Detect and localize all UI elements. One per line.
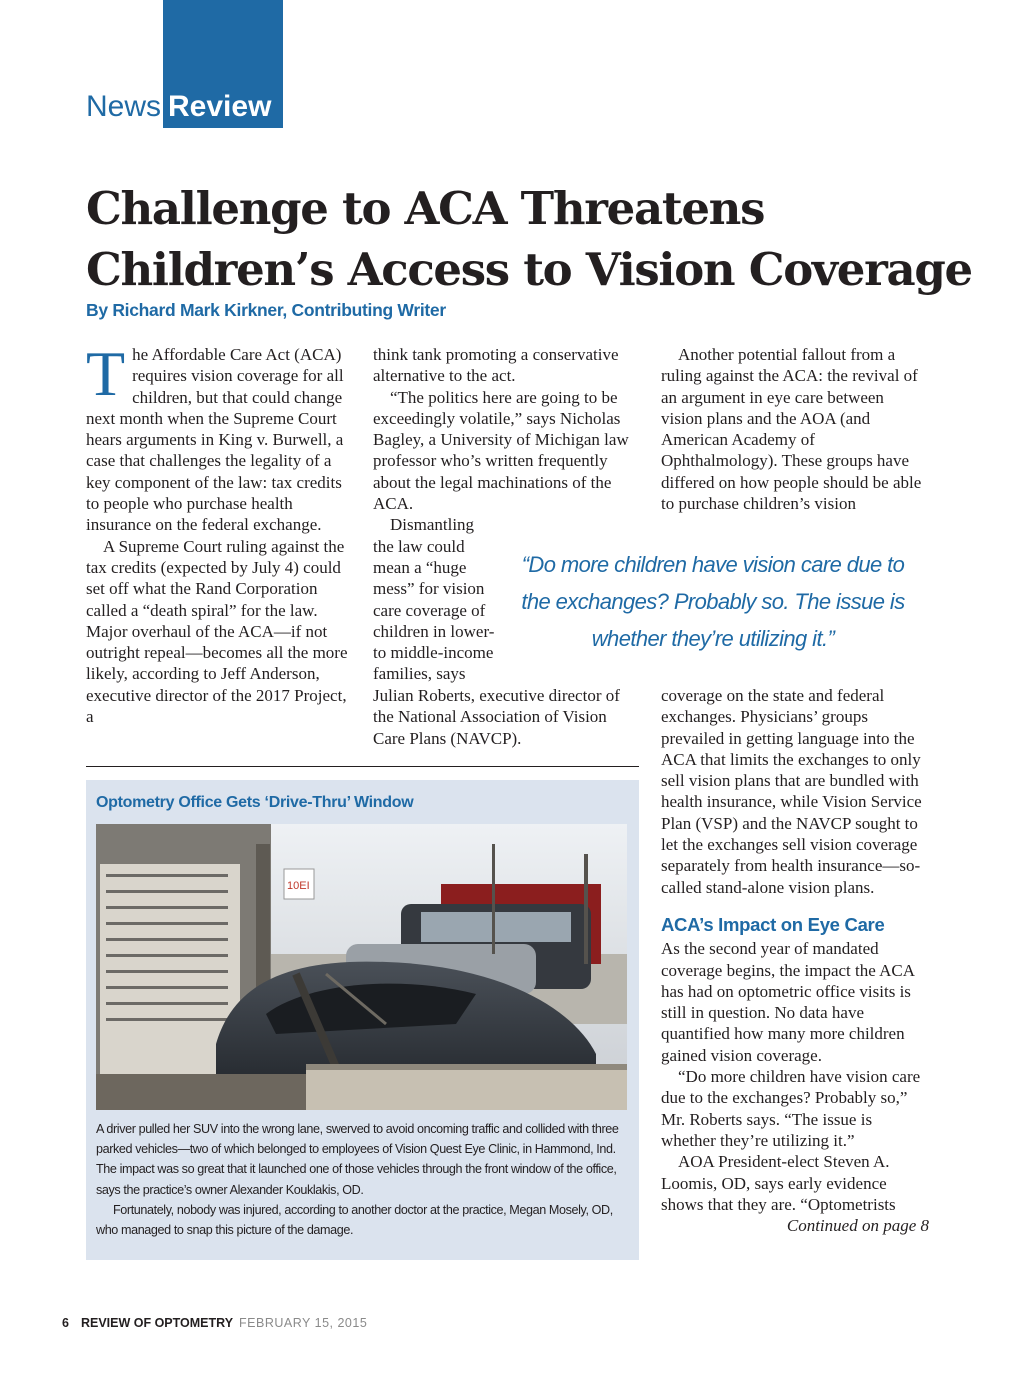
paragraph: he Affordable Care Act (ACA) requires vision coverage for all children, but that could change next month when the Supreme Court hears arguments in King v. Burwell, a case that challenges the legality of a key component of the law: tax credits to people who purchase health insurance on the federal exchange. [86, 345, 344, 535]
paragraph: Another potential fallout from a ruling against the ACA: the revival of an argument in eye care between vision plans and the AOA (and American Academy of Ophthalmology). These groups have differed on how people should be able to purchase children’s vision [661, 345, 922, 514]
paragraph: “Do more children have vision care due to the exchanges? Probably so,” Mr. Roberts says. “The issue is whether they’re utilizing it.” [661, 1067, 921, 1150]
caption-paragraph: Fortunately, nobody was injured, according to another doctor at the practice, Megan Mosely, OD, who managed to snap this picture of the damage. [96, 1202, 613, 1238]
byline: By Richard Mark Kirkner, Contributing Writer [86, 300, 446, 320]
divider [86, 766, 639, 767]
publication-name: REVIEW OF OPTOMETRY [80, 1316, 234, 1330]
wrapped-line: mean a “huge [373, 557, 467, 577]
wrapped-line: to middle-income [373, 643, 494, 663]
wrapped-line: mess” for vision [373, 579, 485, 599]
paragraph: As the second year of mandated coverage begins, the impact the ACA has had on optometric office visits is still in question. No data have quantified how many more children gained vision coverage. [661, 939, 915, 1065]
paragraph: “The politics here are going to be exceedingly volatile,” says Nicholas Bagley, a University of Michigan law professor who’s written frequently about the legal machinations of the ACA. [373, 387, 629, 514]
photo-caption [96, 1119, 627, 1240]
headline [86, 178, 972, 300]
section-news: News [86, 90, 162, 123]
headline-line-2: Children’s Access to Vision Coverage [86, 243, 972, 296]
continued-on: Continued on page 8 [786, 1216, 929, 1236]
issue-date: FEBRUARY 15, 2015 [239, 1316, 368, 1330]
pull-quote-line: whether they’re utilizing it.” [591, 626, 835, 651]
article-column-3-top [661, 344, 929, 514]
headline-line-1: Challenge to ACA Threatens [86, 182, 765, 235]
caption-paragraph: A driver pulled her SUV into the wrong lane, swerved to avoid oncoming traffic and collided with three parked vehicles—two of which belonged to employees of Vision Quest Eye Clinic, in Hammond, Ind. The impact was so great that it launched one of those vehicles through the front window of the office, says the practice’s owner Alexander Kouklakis, OD. [96, 1122, 619, 1197]
subheading: ACA’s Impact on Eye Care [661, 913, 885, 935]
article-column-1 [86, 338, 354, 727]
article-column-3-bottom [661, 685, 929, 1236]
wrapped-line: Dismantling [390, 515, 475, 535]
photo-sign-text: 10EI [287, 880, 310, 892]
wrapped-line: families, says [373, 664, 466, 684]
paragraph: Julian Roberts, executive director of the National Association of Vision Care Plans (NAVCP). [373, 686, 620, 748]
sidebar-box [86, 780, 639, 1260]
wrapped-line: children in lower- [373, 621, 495, 641]
pull-quote-line: the exchanges? Probably so. The issue is [521, 589, 905, 614]
paragraph: AOA President-elect Steven A. Loomis, OD, says early evidence shows that they are. “Optometrists [661, 1152, 896, 1214]
section-review: Review [168, 90, 272, 123]
paragraph: think tank promoting a conservative alternative to the act. [373, 345, 619, 386]
sidebar-title: Optometry Office Gets ‘Drive-Thru’ Window [96, 794, 414, 811]
drop-cap: T [86, 338, 126, 409]
pull-quote [518, 546, 908, 657]
page-number: 6 [62, 1316, 69, 1330]
article-column-2-bottom [373, 685, 633, 749]
pull-quote-line: “Do more children have vision care due to [521, 552, 905, 577]
section-label [86, 86, 271, 128]
paragraph: coverage on the state and federal exchanges. Physicians’ groups prevailed in getting language into the ACA that limits the exchanges to only sell vision plans that are bundled with health insurance, while Vision Service Plan (VSP) and the NAVCP sought to let the exchanges sell vision coverage separately from health insurance—so-called stand-alone vision plans. [661, 686, 922, 897]
photo-illustration [96, 824, 627, 1110]
page-footer [62, 1316, 367, 1330]
paragraph: A Supreme Court ruling against the tax credits (expected by July 4) could set off what the Rand Corporation called a “death spiral” for the law. Major overhaul of the ACA—if not outright repeal—becomes all the more likely, according to Jeff Anderson, executive director of the 2017 Project, a [86, 536, 348, 727]
wrapped-line: the law could [373, 536, 465, 556]
photo [96, 824, 627, 1110]
wrapped-line: care coverage of [373, 600, 486, 620]
